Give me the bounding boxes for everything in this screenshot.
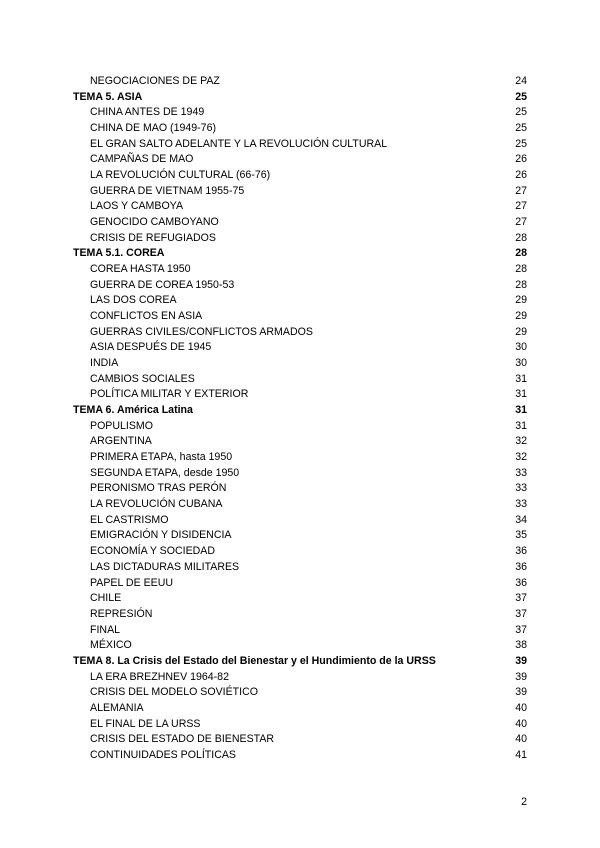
toc-entry-page: 33 xyxy=(515,482,527,495)
toc-entry-title: POPULISMO xyxy=(90,419,153,432)
toc-entry-title: NEGOCIACIONES DE PAZ xyxy=(90,75,220,87)
toc-entry-page: 40 xyxy=(515,701,527,714)
toc-entry-page: 31 xyxy=(515,419,527,432)
toc-entry-title: ALEMANIA xyxy=(90,701,144,714)
toc-chapter-entry[interactable] xyxy=(73,654,527,670)
toc-entry[interactable] xyxy=(73,74,527,90)
toc-entry[interactable] xyxy=(73,685,527,701)
toc-entry[interactable] xyxy=(73,450,527,466)
toc-entry-page: 41 xyxy=(515,748,527,761)
toc-entry-title: INDIA xyxy=(90,357,119,370)
toc-entry-page: 33 xyxy=(515,466,527,479)
toc-entry-title: SEGUNDA ETAPA, desde 1950 xyxy=(90,466,240,479)
toc-entry-title: LA ERA BREZHNEV 1964-82 xyxy=(90,670,229,683)
toc-entry[interactable] xyxy=(73,152,527,168)
toc-entry-page: 36 xyxy=(515,545,527,558)
toc-entry-page: 39 xyxy=(515,670,527,683)
toc-entry-title: GUERRA DE COREA 1950-53 xyxy=(90,278,235,291)
toc-entry-page: 30 xyxy=(515,341,527,354)
toc-entry-page: 30 xyxy=(515,357,527,370)
toc-entry-title: LAOS Y CAMBOYA xyxy=(90,200,184,213)
toc-entry-page: 31 xyxy=(515,404,527,417)
toc-entry-title: TEMA 5.1. COREA xyxy=(73,247,165,260)
toc-entry-page: 36 xyxy=(515,560,527,573)
toc-chapter-entry[interactable] xyxy=(73,403,527,419)
toc-entry-title: GUERRA DE VIETNAM 1955-75 xyxy=(90,184,245,197)
toc-entry-page: 40 xyxy=(515,733,527,746)
toc-entry-title: CAMPAÑAS DE MAO xyxy=(90,153,194,166)
toc-entry-page: 28 xyxy=(515,231,527,244)
toc-entry-title: ARGENTINA xyxy=(90,435,152,448)
toc-entry-page: 31 xyxy=(515,388,527,401)
toc-entry[interactable] xyxy=(73,576,527,592)
toc-entry-page: 32 xyxy=(515,451,527,464)
toc-entry[interactable] xyxy=(73,544,527,560)
toc-entry-page: 39 xyxy=(515,654,527,667)
toc-entry-title: MÉXICO xyxy=(90,639,132,652)
toc-entry-page: 28 xyxy=(515,263,527,276)
toc-entry-title: GUERRAS CIVILES/CONFLICTOS ARMADOS xyxy=(90,325,313,338)
toc-entry[interactable] xyxy=(73,466,527,482)
toc-entry-page: 37 xyxy=(515,607,527,620)
toc-entry[interactable] xyxy=(73,121,527,137)
toc-entry-title: CHILE xyxy=(90,592,122,605)
toc-entry[interactable] xyxy=(73,278,527,294)
page-number: 2 xyxy=(521,796,527,808)
toc-entry[interactable] xyxy=(73,638,527,654)
toc-entry-title: CRISIS DEL MODELO SOVIÉTICO xyxy=(90,686,258,699)
toc-entry[interactable] xyxy=(73,419,527,435)
toc-entry-page: 32 xyxy=(515,435,527,448)
toc-entry-title: CRISIS DEL ESTADO DE BIENESTAR xyxy=(90,733,275,746)
toc-entry-page: 39 xyxy=(515,686,527,699)
toc-entry[interactable] xyxy=(73,591,527,607)
toc-entry-page: 33 xyxy=(515,498,527,511)
toc-entry[interactable] xyxy=(73,387,527,403)
toc-entry[interactable] xyxy=(73,262,527,278)
toc-entry-title: CRISIS DE REFUGIADOS xyxy=(90,231,216,244)
toc-entry-title: ECONOMÍA Y SOCIEDAD xyxy=(90,545,215,558)
toc-chapter-entry[interactable] xyxy=(73,246,527,262)
toc-entry-title: TEMA 8. La Crisis del Estado del Bienestar y el Hundimiento de la URSS xyxy=(73,654,436,667)
toc-entry-page: 25 xyxy=(515,90,527,103)
toc-entry[interactable] xyxy=(73,309,527,325)
toc-entry[interactable] xyxy=(73,340,527,356)
toc-entry-title: ASIA DESPUÉS DE 1945 xyxy=(90,341,212,354)
toc-entry-title: REPRESIÓN xyxy=(90,607,153,620)
toc-entry-title: CONTINUIDADES POLÍTICAS xyxy=(90,748,236,761)
toc-entry-page: 27 xyxy=(515,216,527,229)
toc-entry[interactable] xyxy=(73,434,527,450)
toc-entry-title: CAMBIOS SOCIALES xyxy=(90,372,195,385)
toc-entry-title: LA REVOLUCIÓN CUBANA xyxy=(90,498,223,511)
toc-entry-page: 26 xyxy=(515,169,527,182)
toc-entry-page: 25 xyxy=(515,106,527,119)
toc-entry-title: PRIMERA ETAPA, hasta 1950 xyxy=(90,451,233,464)
toc-entry-title: EMIGRACIÓN Y DISIDENCIA xyxy=(90,529,232,542)
toc-entry[interactable] xyxy=(73,623,527,639)
toc-entry[interactable] xyxy=(73,199,527,215)
toc-entry-page: 36 xyxy=(515,576,527,589)
toc-entry-title: EL GRAN SALTO ADELANTE Y LA REVOLUCIÓN CULTURAL xyxy=(90,137,388,150)
toc-entry-page: 25 xyxy=(515,122,527,135)
toc-entry-title: LAS DICTADURAS MILITARES xyxy=(90,560,240,573)
toc-entry-page: 27 xyxy=(515,184,527,197)
toc-entry-page: 24 xyxy=(515,75,527,87)
toc-entry-title: CHINA ANTES DE 1949 xyxy=(90,106,205,119)
toc-entry-title: PAPEL DE EEUU xyxy=(90,576,174,589)
toc-entry-title: COREA HASTA 1950 xyxy=(90,263,191,276)
toc-chapter-entry[interactable] xyxy=(73,90,527,106)
toc-entry-title: TEMA 5. ASIA xyxy=(73,90,143,103)
toc-entry-page: 29 xyxy=(515,310,527,323)
toc-entry-page: 35 xyxy=(515,529,527,542)
toc-entry-page: 34 xyxy=(515,513,527,526)
toc-entry[interactable] xyxy=(73,215,527,231)
toc-entry-page: 25 xyxy=(515,137,527,150)
toc-entry[interactable] xyxy=(73,372,527,388)
toc-entry[interactable] xyxy=(73,356,527,372)
toc-entry-page: 28 xyxy=(515,278,527,291)
toc-entry[interactable] xyxy=(73,105,527,121)
toc-entry-title: FINAL xyxy=(90,623,121,636)
toc-entry[interactable] xyxy=(73,497,527,513)
toc-entry-page: 26 xyxy=(515,153,527,166)
toc-entry-title: EL CASTRISMO xyxy=(90,513,169,526)
toc-entry-page: 29 xyxy=(515,294,527,307)
toc-entry-page: 37 xyxy=(515,592,527,605)
toc-entry[interactable] xyxy=(73,231,527,247)
toc-entry-page: 40 xyxy=(515,717,527,730)
toc-entry[interactable] xyxy=(73,560,527,576)
toc-entry[interactable] xyxy=(73,701,527,717)
toc-entry[interactable] xyxy=(73,607,527,623)
toc-entry[interactable] xyxy=(73,528,527,544)
toc-entry-title: CHINA DE MAO (1949-76) xyxy=(90,122,216,135)
toc-entry[interactable] xyxy=(73,717,527,733)
toc-entry[interactable] xyxy=(73,748,527,764)
toc-entry-page: 29 xyxy=(515,325,527,338)
toc-entry-page: 38 xyxy=(515,639,527,652)
toc-entry-title: TEMA 6. América Latina xyxy=(73,404,193,417)
toc-entry[interactable] xyxy=(73,732,527,748)
toc-entry[interactable] xyxy=(73,481,527,497)
toc-entry-page: 37 xyxy=(515,623,527,636)
toc-entry[interactable] xyxy=(73,325,527,341)
toc-entry[interactable] xyxy=(73,168,527,184)
toc-entry-title: POLÍTICA MILITAR Y EXTERIOR xyxy=(90,388,249,401)
toc-entry-title: CONFLICTOS EN ASIA xyxy=(90,310,203,323)
toc-entry-title: PERONISMO TRAS PERÓN xyxy=(90,482,227,495)
table-of-contents xyxy=(73,74,527,764)
toc-entry[interactable] xyxy=(73,513,527,529)
toc-entry[interactable] xyxy=(73,670,527,686)
toc-entry-title: LAS DOS COREA xyxy=(90,294,177,307)
toc-entry[interactable] xyxy=(73,184,527,200)
toc-entry-page: 31 xyxy=(515,372,527,385)
toc-entry-page: 28 xyxy=(515,247,527,260)
toc-entry[interactable] xyxy=(73,137,527,153)
toc-entry[interactable] xyxy=(73,293,527,309)
toc-entry-title: EL FINAL DE LA URSS xyxy=(90,717,201,730)
toc-entry-title: LA REVOLUCIÓN CULTURAL (66-76) xyxy=(90,169,271,182)
toc-entry-page: 27 xyxy=(515,200,527,213)
toc-entry-title: GENOCIDO CAMBOYANO xyxy=(90,216,219,229)
